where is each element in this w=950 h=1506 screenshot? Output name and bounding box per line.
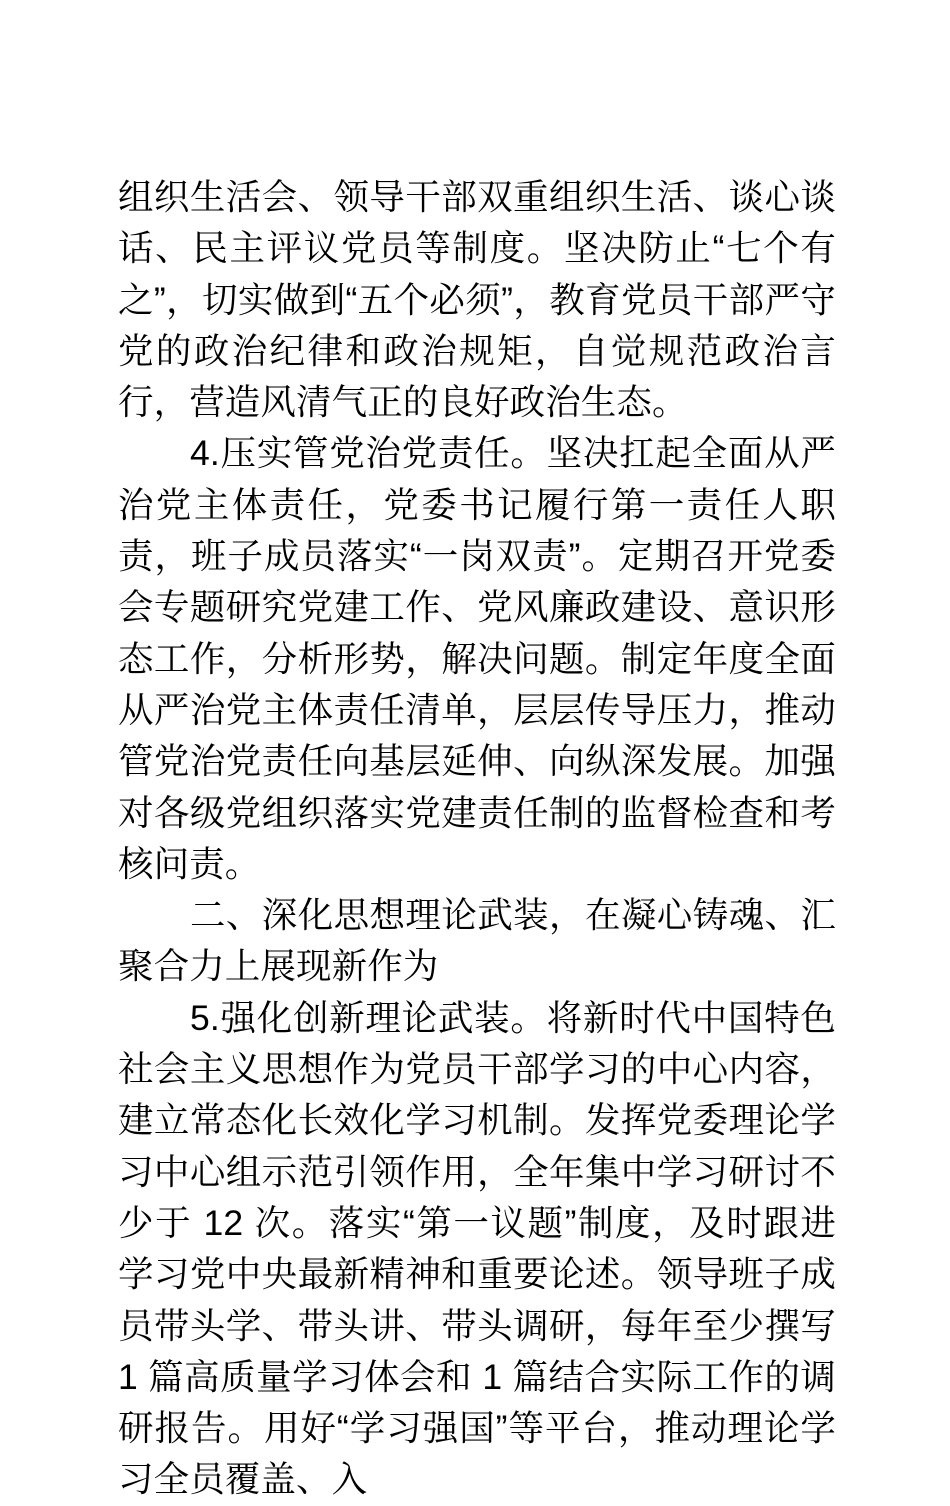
paragraph-continuation-item3: 组织生活会、领导干部双重组织生活、谈心谈话、民主评议党员等制度。坚决防止“七个有之”，切实做到“五个必须”，教育党员干部严守党的政治纪律和政治规矩，自觉规范政治言行，营造风清气正的良好政治生态。 [118, 177, 836, 423]
document-text-body [118, 172, 836, 1506]
paragraph-item-5: 5.强化创新理论武装。将新时代中国特色社会主义思想作为党员干部学习的中心内容，建立常态化长效化学习机制。发挥党委理论学习中心组示范引领作用，全年集中学习研讨不少于 12 次。落实“第一议题”制度，及时跟进学习党中央最新精神和重要论述。领导班子成员带头学、带头讲、带头调研，每年至少撰写 1 篇高质量学习体会和 1 篇结合实际工作的调研报告。用好“学习强国”等平台，推动理论学习全员覆盖、入 [118, 997, 836, 1500]
section-heading-two: 二、深化思想理论武装，在凝心铸魂、汇聚合力上展现新作为 [118, 895, 836, 987]
paragraph-item-4: 4.压实管党治党责任。坚决扛起全面从严治党主体责任，党委书记履行第一责任人职责，班子成员落实“一岗双责”。定期召开党委会专题研究党建工作、党风廉政建设、意识形态工作，分析形势，解决问题。制定年度全面从严治党主体责任清单，层层传导压力，推动管党治党责任向基层延伸、向纵深发展。加强对各级党组织落实党建责任制的监督检查和考核问责。 [118, 433, 836, 884]
